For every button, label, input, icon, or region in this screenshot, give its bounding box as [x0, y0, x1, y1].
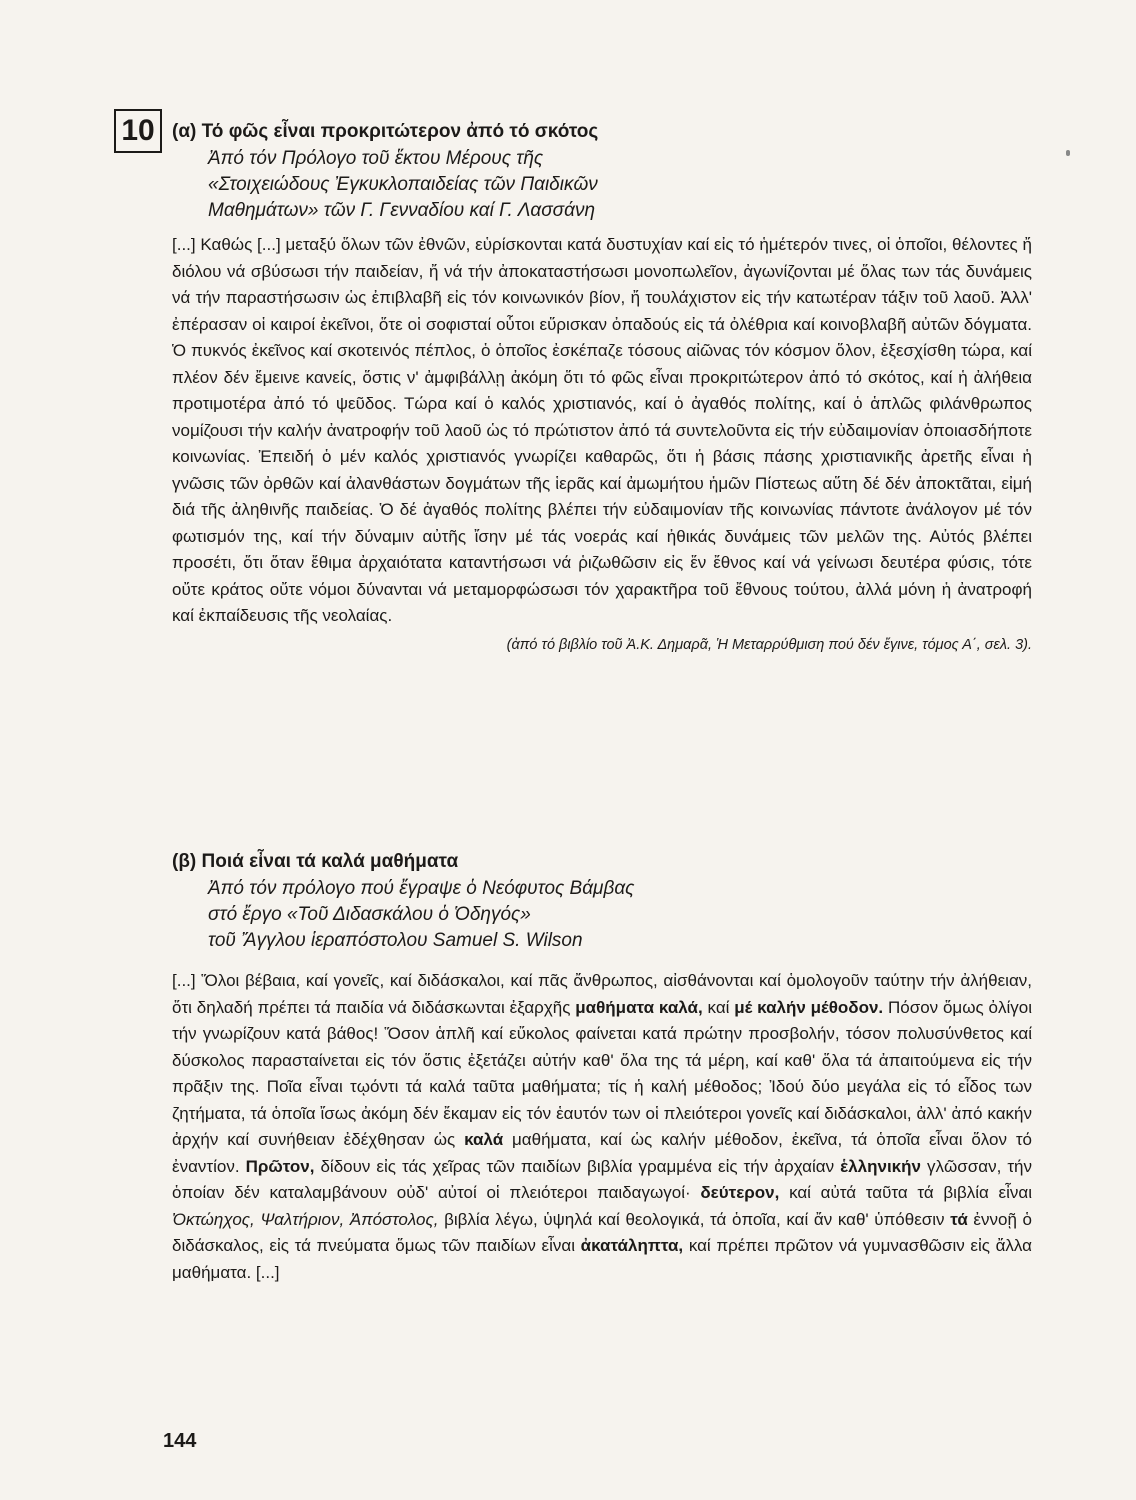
body-text: καί πρέπει πρῶτον νά γυμνασθῶσιν εἰς ἄλλα μαθήματα. [...] [172, 1236, 1032, 1282]
scan-speck [1066, 150, 1070, 156]
body-text: Πόσον ὅμως ὀλίγοι τήν γνωρίζουν κατά βάθος! Ὅσον ἁπλῆ καί εὔκολος φαίνεται κατά πρώτην προσβολήν, τόσον πολυσύνθετος καί δύσκολος παρασταίνεται εἰς τόν ὅστις ἐξετάζει αὐτήν καθ' ὅλα της τά μέρη, καί καθ' ὅλα τά ἀπαιτούμενα εἰς τήν πρᾶξιν της. Ποῖα εἶναι τῳόντι τά καλά ταῦτα μαθήματα; τίς ἡ καλή μέθοδος; Ἰδού δύο μεγάλα εἰς τό εἶδος των ζητήματα, τά ὁποῖα ἴσως ἀκόμη δέν ἔκαμαν εἰς τόν ἑαυτόν των οἱ πλειότεροι γονεῖς καί διδάσκαλοι, ἀλλ' ἀπό κακήν ἀρχήν καί συνήθειαν ἐδέχθησαν ὡς [172, 997, 1032, 1149]
body-text: καί αὐτά ταῦτα τά βιβλία εἶναι [789, 1183, 1032, 1202]
body-bold: καλά [464, 1130, 504, 1149]
section-b-subtitle-2: στό ἔργο «Τοῦ Διδασκάλου ὁ Ὁδηγός» [208, 904, 531, 925]
section-b-heading: (β) Ποιά εἶναι τά καλά μαθήματα [172, 851, 459, 872]
section-a-body: [...] Καθώς [...] μεταξύ ὅλων τῶν ἐθνῶν, εὑρίσκονται κατά δυστυχίαν καί εἰς τό ἡμέτερόν τινες, οἱ ὁποῖοι, θέλοντες ἤ διόλου νά σβύσωσι τήν παιδείαν, ἤ νά τήν ἀποκαταστήσωσι μονοπωλεῖον, ἀγωνίζονται μέ ὅλας των τάς δυνάμεις νά τήν παραστήσωσιν ὡς ἐπιβλαβῆ εἰς τόν κοινωνικόν βίον, ἤ τουλάχιστον εἰς τήν κατωτέραν τάξιν τοῦ λαοῦ. Ἀλλ' ἐπέρασαν οἱ καιροί ἐκεῖνοι, ὅτε οἱ σοφισταί οὗτοι εὕρισκαν ὀπαδούς εἰς τά ὀλέθρια καί κοινοβλαβῆ αὐτῶν δόγματα. Ὁ πυκνός ἐκεῖνος καί σκοτεινός πέπλος, ὁ ὁποῖος ἐσκέπαζε τόσους αἰῶνας τόν κόσμον ὅλον, ἐξεσχίσθη τώρα, καί πλέον δέν ἔμεινε κανείς, ὅστις ν' ἀμφιβάλλῃ ἀκόμη ὅτι τό φῶς εἶναι προκριτώτερον ἀπό τό σκότος, καί ἡ ἀλήθεια προτιμοτέρα ἀπό τό ψεῦδος. Τώρα καί ὁ καλός χριστιανός, καί ὁ ἀγαθός πολίτης, καί ὁ ἁπλῶς φιλάνθρωπος νομίζουσι τήν καλήν ἀνατροφήν τοῦ λαοῦ ὡς τό πρώτιστον ἀπό τά συντελοῦντα εἰς τήν εὐδαιμονίαν ὁποιασδήποτε κοινωνίας. Ἐπειδή ὁ μέν καλός χριστιανός γνωρίζει καθαρῶς, ὅτι ἡ βάσις πάσης χριστιανικῆς ἀρετῆς εἶναι ἡ γνῶσις τῶν ὀρθῶν καί ἀλανθάστων δογμάτων τῆς ἱερᾶς καί ἀμωμήτου ἡμῶν Πίστεως αὕτη δέ δέν ἀποκτᾶται, εἰμή διά τῆς ἀληθινῆς παιδείας. Ὁ δέ ἀγαθός πολίτης βλέπει τήν εὐδαιμονίαν τῆς κοινωνίας πάντοτε ἀνάλογον μέ τόν φωτισμόν της, καί τήν δύναμιν αὐτῆς ἴσην μέ τάς νοεράς καί ἠθικάς δυνάμεις τῶν μελῶν της. Αὐτός βλέπει προσέτι, ὅτι ὅταν ἔθιμα ἀρχαιότατα καταντήσωσι νά ῥιζωθῶσιν εἰς ἕν ἔθνος καί νά γείνωσι δευτέρα φύσις, τότε οὔτε κράτος οὔτε νόμοι δύνανται νά μεταμορφώσωσι τόν χαρακτῆρα τοῦ ἔθνους τούτου, ἀλλά μόνη ἡ ἀνατροφή καί ἐκπαίδευσις τῆς νεολαίας. [172, 235, 1032, 625]
section-a-subtitle-2: «Στοιχειώδους Ἐγκυκλοπαιδείας τῶν Παιδικῶν [208, 174, 598, 195]
body-italic-titles: Ὀκτώηχος, Ψαλτήριον, Ἀπόστολος, [172, 1209, 439, 1229]
body-bold: ἀκατάληπτα, [580, 1236, 684, 1255]
page-number: 144 [163, 1430, 197, 1452]
section-b-subtitle-3: τοῦ Ἄγγλου ἱεραπόστολου Samuel S. Wilson [208, 930, 583, 951]
body-bold: τά [950, 1209, 968, 1229]
body-text: καί [707, 997, 730, 1017]
section-number: 10 [121, 114, 155, 147]
section-a-subtitle-3: Μαθημάτων» τῶν Γ. Γενναδίου καί Γ. Λασσάνη [208, 200, 596, 221]
body-text: μαθήματα, καί ὡς καλήν μέθοδον, ἐκεῖνα, τά ὁποῖα εἶναι ὅλον τό ἐναντίον. [172, 1130, 1032, 1176]
body-text: γλῶσσαν, τήν ὁποίαν δέν καταλαμβάνουν οὐδ' αὐτοί οἱ πλειότεροι παιδαγωγοί· [172, 1156, 1032, 1202]
section-a [172, 118, 1032, 656]
section-number-box [114, 109, 162, 153]
section-b [172, 848, 1032, 1286]
body-text: βιβλία λέγω, ὑψηλά καί θεολογικά, τά ὁποῖα, καί ἄν καθ' ὑπόθεσιν [444, 1209, 945, 1229]
body-text: δίδουν εἰς τάς χεῖρας τῶν παιδίων βιβλία γραμμένα εἰς τήν ἀρχαίαν [320, 1156, 835, 1176]
section-a-subtitle-1: Ἀπό τόν Πρόλογο τοῦ ἕκτου Μέρους τῆς [208, 148, 544, 169]
section-b-subtitle-1: Ἀπό τόν πρόλογο πού ἔγραψε ὁ Νεόφυτος Βάμβας [208, 878, 635, 899]
body-bold: δεύτερον, [700, 1183, 780, 1202]
body-text: [...] Ὅλοι βέβαια, καί γονεῖς, καί διδάσκαλοι, καί πᾶς ἄνθρωπος, αἰσθάνονται καί ὁμολογοῦν ταύτην τήν ἀλήθειαν, ὅτι δηλαδή πρέπει τά παιδία νά διδάσκωνται ἐξαρχῆς [172, 971, 1032, 1017]
section-b-body [172, 968, 1032, 1286]
section-a-citation: (ἀπό τό βιβλίο τοῦ Ἀ.Κ. Δημαρᾶ, Ἡ Μεταρρύθμιση πού δέν ἔγινε, τόμος Α΄, σελ. 3). [506, 636, 1032, 653]
body-bold: ἑλληνικήν [840, 1156, 921, 1176]
body-bold: Πρῶτον, [245, 1156, 315, 1176]
body-bold: μέ καλήν μέθοδον. [734, 997, 884, 1017]
body-bold: μαθήματα καλά, [575, 997, 703, 1017]
section-a-heading: (α) Τό φῶς εἶναι προκριτώτερον ἀπό τό σκότος [172, 121, 599, 142]
body-text: ἐννοῇ ὁ διδάσκαλος, εἰς τά πνεύματα ὅμως τῶν παιδίων εἶναι [172, 1209, 1032, 1255]
